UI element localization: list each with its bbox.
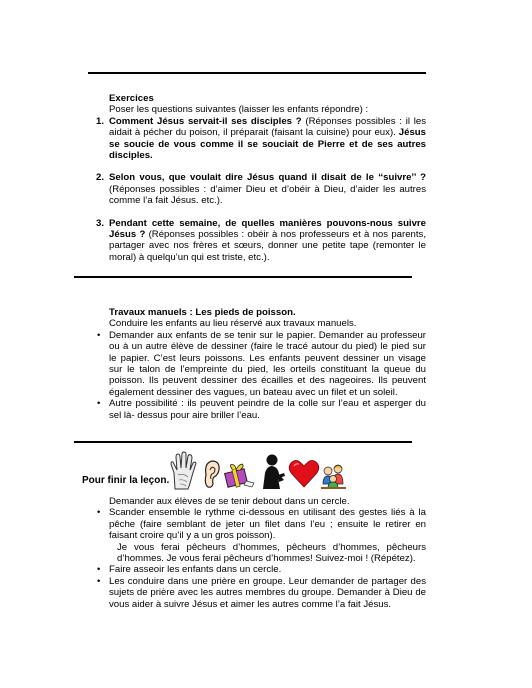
list-item xyxy=(96,507,426,564)
question-item xyxy=(96,218,426,264)
question-number: 3. xyxy=(96,217,105,229)
list-item-text: Scander ensemble le rythme ci-dessous en utilisant des gestes liés à la pêche (faire semblant de jeter un filet dans l’eu ; ensuite le retirer en faisant croire qu’il y a un gros poisson). xyxy=(109,507,426,542)
crafts-section xyxy=(96,307,426,421)
crafts-intro: Conduire les enfants au lieu réservé aux travaux manuels. xyxy=(109,318,357,330)
question-text: Comment Jésus servait-il ses disciples ? xyxy=(109,115,302,127)
closing-intro: Demander aux élèves de se tenir debout dans un cercle. xyxy=(109,496,350,507)
closing-title: Pour finir la leçon. xyxy=(82,475,170,486)
list-item xyxy=(96,564,426,575)
exercises-intro: Poser les questions suivantes (laisser les enfants répondre) : xyxy=(109,104,369,116)
list-item xyxy=(96,330,426,398)
list-item-text: Demander aux enfants de se tenir sur le papier. Demander au professeur ou à un autre élève de dessiner (faire le tracé autour du pied) le pied sur le papier. C’est leurs poissons. Les enfants peuvent dessiner un visage sur le talon de l’empreinte du pied, les orteils constituant la queue du poisson. Ils peuvent dessiner des écailles et des nageoires. Ils peuvent également dessiner des vagues, un bateau avec un filet et un soleil. xyxy=(109,329,426,398)
question-item xyxy=(96,116,426,162)
bullet-icon: • xyxy=(97,575,101,587)
hand-icon xyxy=(171,452,196,489)
crafts-title: Travaux manuels : Les pieds de poisson. xyxy=(109,307,296,318)
answer-text: (Réponses possibles : obéir à nos professeurs et à nos parents, partager avec nos frères et sœurs, donner une petite tape (remonter le moral) à quelqu’un qui est triste, etc.). xyxy=(109,229,426,263)
bullet-icon: • xyxy=(97,564,101,576)
answer-emphasis: Jésus se soucie de vous comme il se souciait de Pierre et de ses autres disciples. xyxy=(109,127,426,162)
questions-list xyxy=(96,116,426,263)
divider-top xyxy=(88,72,426,74)
question-number: 2. xyxy=(96,172,105,184)
closing-bullets xyxy=(96,507,426,610)
list-item-text: Faire asseoir les enfants dans un cercle. xyxy=(109,564,282,576)
answer-text: (Réponses possibles : d’aimer Dieu et d’obéir à Dieu, d’aider les autres comme l’a fait Jésus. etc.). xyxy=(109,183,426,207)
bullet-icon: • xyxy=(97,507,101,519)
list-item-text: Les conduire dans une prière en groupe. Leur demander de partager des sujets de prière avec les autres membres du groupe. Demander à Dieu de vous aider à suivre Jésus et aimer les autres comme l’a fait Jésus. xyxy=(109,575,426,610)
icon-row xyxy=(168,451,348,491)
exercises-title: Exercices xyxy=(109,93,154,104)
children-group-icon xyxy=(321,465,346,489)
gift-icon xyxy=(225,464,254,487)
divider-middle-2 xyxy=(74,441,412,443)
crafts-bullets xyxy=(96,330,426,421)
question-text: Selon vous, que voulait dire Jésus quand il disait de le ‘‘suivre’’ ? xyxy=(109,172,426,184)
divider-middle-1 xyxy=(74,276,412,278)
list-item xyxy=(96,398,426,421)
ear-icon xyxy=(205,461,219,487)
question-number: 1. xyxy=(96,115,105,127)
list-item-text: Autre possibilité : ils peuvent peindre de la colle sur l’eau et asperger du sel là- dessus pour aire briller l’eau. xyxy=(109,398,426,421)
answer-text: (Réponses possibles : il les aidait à pécher du poison, il préparait (faisant la cuisine) pour eux). xyxy=(109,115,426,139)
heart-icon xyxy=(289,461,319,488)
bullet-icon: • xyxy=(97,398,101,410)
exercises-section xyxy=(96,93,426,263)
list-item xyxy=(96,576,426,610)
bullet-icon: • xyxy=(97,329,101,341)
question-item xyxy=(96,172,426,206)
chant-text: Je vous ferai pêcheurs d’hommes, pêcheurs d’hommes, pêcheurs d’hommes. Je vous ferai pêcheurs d’hommes! Suivez-moi ! (Répétez). xyxy=(117,541,426,565)
praying-person-icon xyxy=(263,455,285,490)
closing-section xyxy=(96,496,426,610)
question-text: Pendant cette semaine, de quelles manières pouvons-nous suivre Jésus ? xyxy=(109,217,426,241)
